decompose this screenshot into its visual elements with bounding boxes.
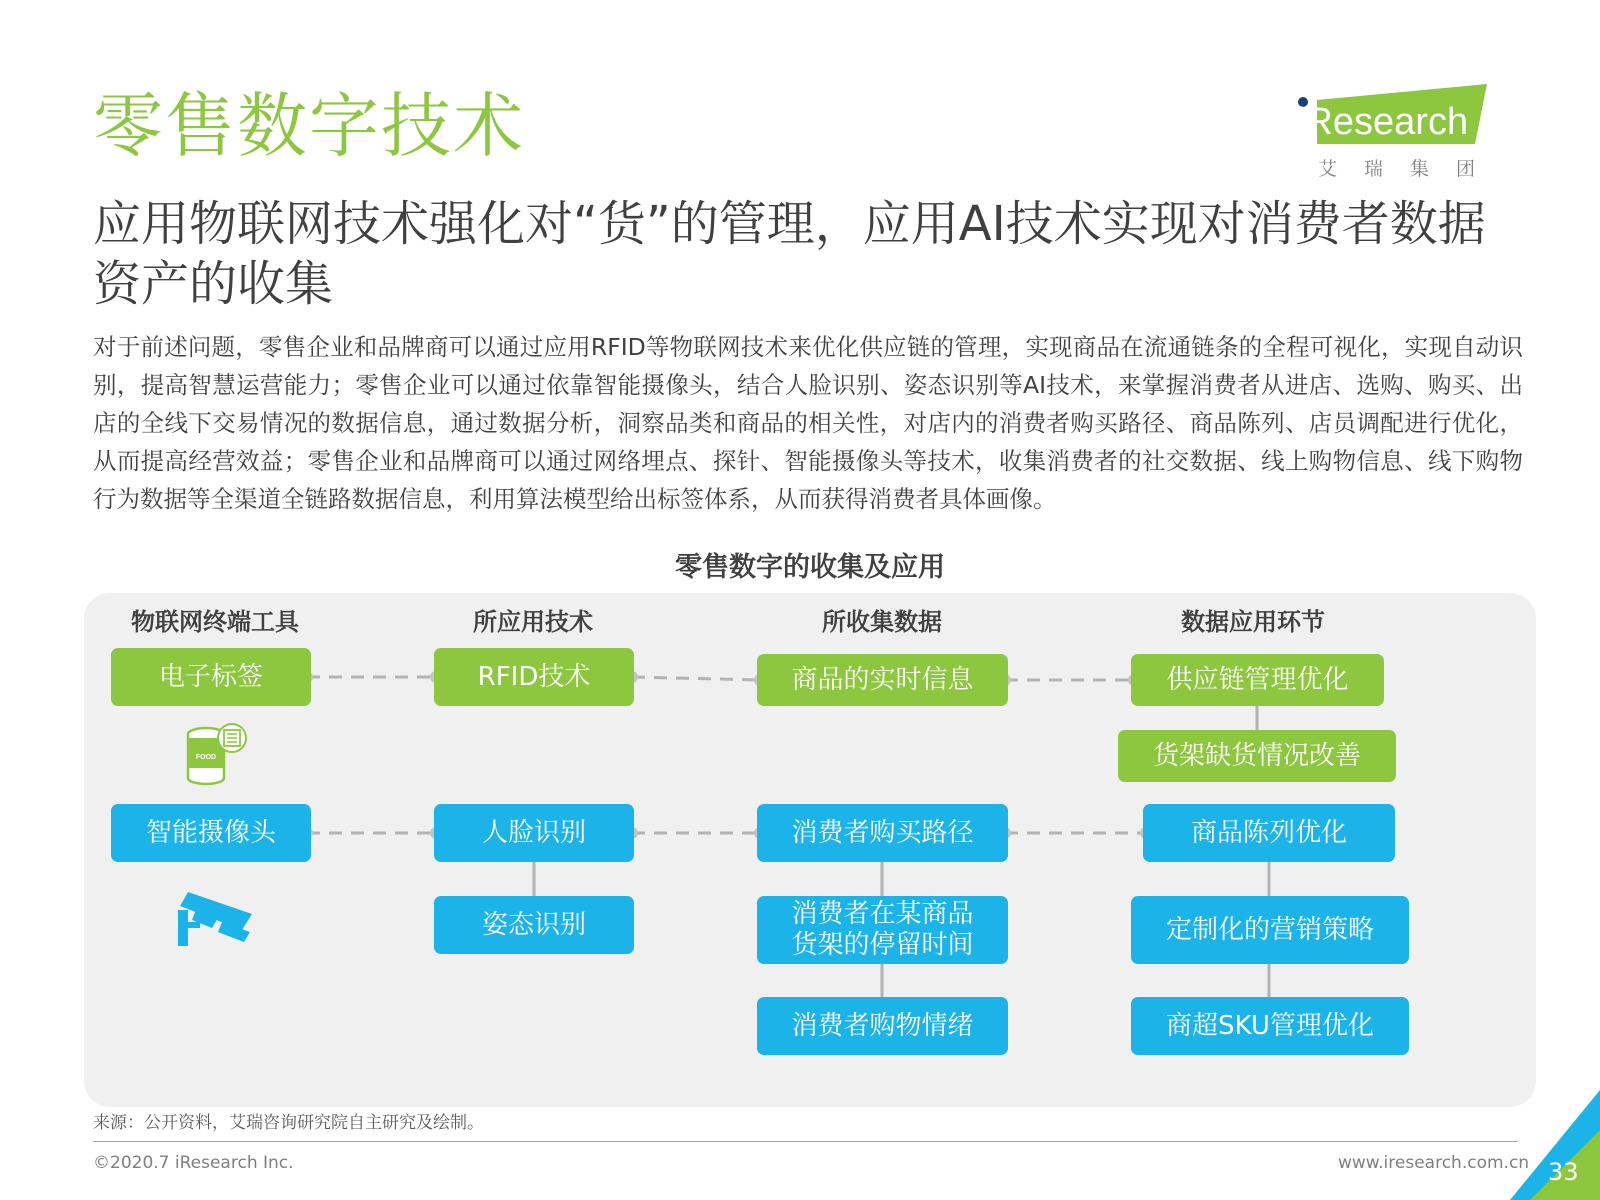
box-sku-management-optimization: 商超SKU管理优化: [1131, 997, 1409, 1055]
box-consumer-emotion: 消费者购物情绪: [757, 997, 1008, 1055]
food-label-text: FOOD: [195, 754, 217, 761]
box-product-display-optimization: 商品陈列优化: [1143, 804, 1395, 862]
website-text: www.iresearch.com.cn: [1338, 1153, 1530, 1173]
column-header-iot-tools: 物联网终端工具: [131, 608, 299, 636]
box-product-realtime-info: 商品的实时信息: [757, 654, 1008, 706]
box-customized-marketing: 定制化的营销策略: [1131, 896, 1409, 964]
dwell-line-2: 货架的停留时间: [791, 930, 974, 960]
column-header-technology: 所应用技术: [473, 608, 593, 636]
page-subtitle: 应用物联网技术强化对“货”的管理，应用AI技术实现对消费者数据资产的收集: [93, 196, 1486, 312]
footer-divider: [93, 1141, 1518, 1142]
box-rfid-technology: RFID技术: [434, 648, 634, 706]
column-header-collected-data: 所收集数据: [822, 608, 942, 636]
box-electronic-tag: 电子标签: [111, 648, 311, 706]
source-note: 来源：公开资料，艾瑞咨询研究院自主研究及绘制。: [93, 1113, 484, 1133]
dwell-line-1: 消费者在某商品: [791, 899, 974, 929]
security-camera-icon: [178, 882, 256, 948]
box-shelf-stockout-improvement: 货架缺货情况改善: [1118, 730, 1396, 782]
box-consumer-dwell-time: [757, 896, 1008, 964]
box-smart-camera: 智能摄像头: [111, 804, 311, 862]
page-number: 33: [1548, 1158, 1579, 1186]
body-paragraph: 对于前述问题，零售企业和品牌商可以通过应用RFID等物联网技术来优化供应链的管理，实现商品在流通链条的全程可视化，实现自动识别，提高智慧运营能力；零售企业可以通过依靠智能摄像头，结合人脸识别、姿态识别等AI技术，来掌握消费者从进店、选购、购买、出店的全线下交易情况的数据信息，通过数据分析，洞察品类和商品的相关性，对店内的消费者购买路径、商品陈列、店员调配进行优化，从而提高经营效益；零售企业和品牌商可以通过网络埋点、探针、智能摄像头等技术，收集消费者的社交数据、线上购物信息、线下购物行为数据等全渠道全链路数据信息，利用算法模型给出标签体系，从而获得消费者具体画像。: [93, 333, 1523, 513]
box-supply-chain-optimization: 供应链管理优化: [1131, 654, 1384, 706]
connector-rfid-realtime: [632, 677, 760, 680]
box-pose-recognition: 姿态识别: [434, 896, 634, 954]
box-consumer-purchase-path: 消费者购买路径: [757, 804, 1008, 862]
copyright-text: ©2020.7 iResearch Inc.: [93, 1153, 294, 1173]
page-title: 零售数字技术: [93, 85, 525, 167]
column-header-data-application: 数据应用环节: [1181, 608, 1325, 636]
food-can-tag-icon: [184, 722, 250, 788]
diagram-title: 零售数字的收集及应用: [675, 552, 945, 583]
box-face-recognition: 人脸识别: [434, 804, 634, 862]
logo-subtitle: 艾瑞集团: [1318, 158, 1503, 180]
corner-decoration: [1480, 1090, 1600, 1200]
logo-brand-text: iResearch: [1297, 101, 1469, 143]
